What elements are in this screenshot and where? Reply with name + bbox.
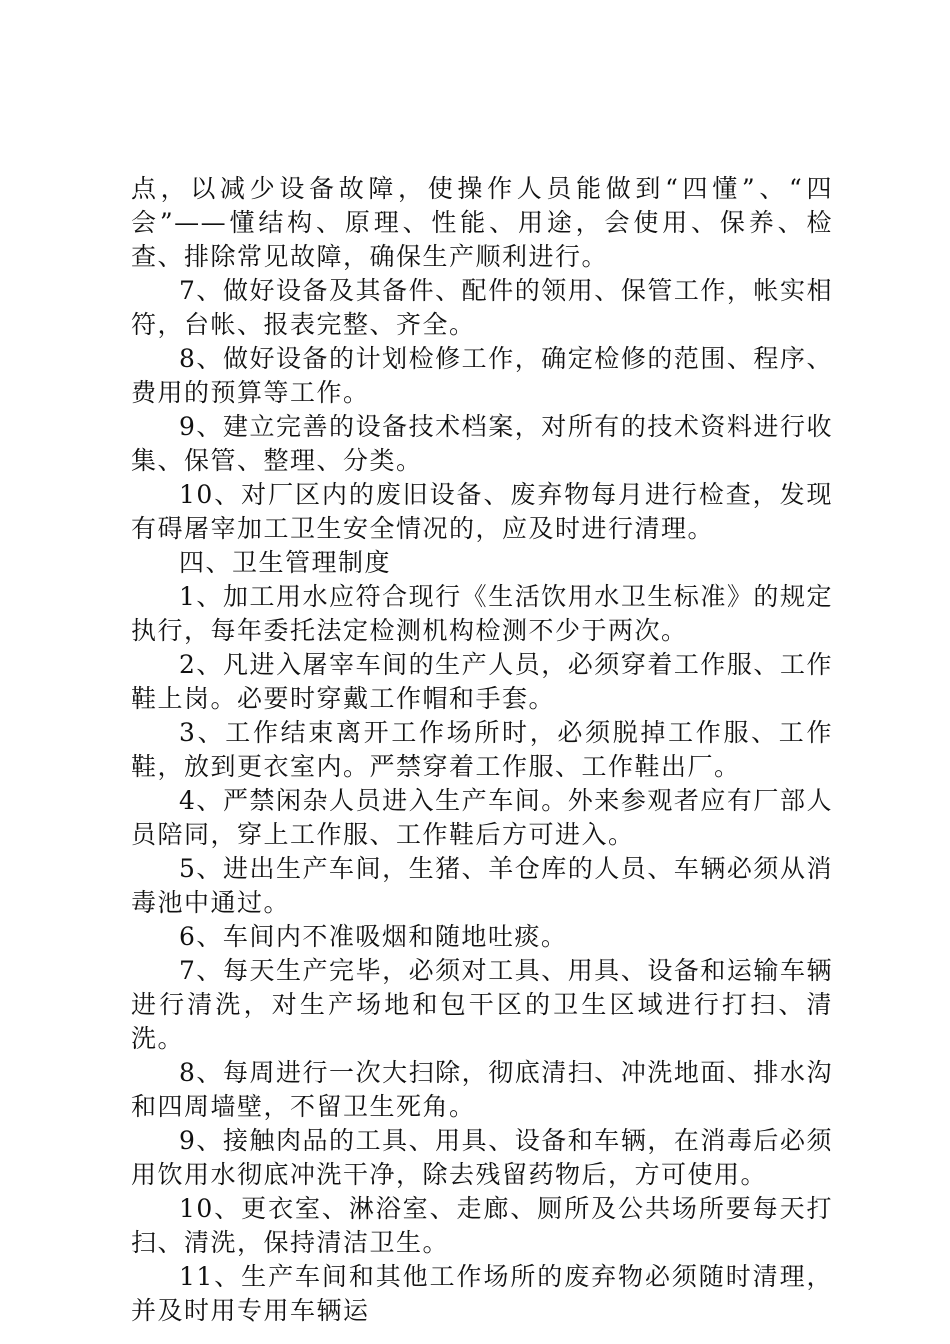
hygiene-item-6: 6、车间内不准吸烟和随地吐痰。 <box>179 922 568 951</box>
hygiene-item-9: 9、接触肉品的工具、用具、设备和车辆，在消毒后必须用饮用水彻底冲洗干净，除去残留药物后，方可使用。 <box>131 1126 833 1189</box>
paragraph-item-9: 9、建立完善的设备技术档案，对所有的技术资料进行收集、保管、整理、分类。 <box>131 412 833 475</box>
hygiene-item-8: 8、每周进行一次大扫除，彻底清扫、冲洗地面、排水沟和四周墙壁，不留卫生死角。 <box>131 1058 833 1121</box>
hygiene-item-11: 11、生产车间和其他工作场所的废弃物必须随时清理，并及时用专用车辆运 <box>131 1262 833 1325</box>
hygiene-item-7: 7、每天生产完毕，必须对工具、用具、设备和运输车辆进行清洗，对生产场地和包干区的卫生区域进行打扫、清洗。 <box>131 956 833 1053</box>
paragraph-item-10: 10、对厂区内的废旧设备、废弃物每月进行检查，发现有碍屠宰加工卫生安全情况的，应及时进行清理。 <box>131 480 833 543</box>
hygiene-item-4: 4、严禁闲杂人员进入生产车间。外来参观者应有厂部人员陪同，穿上工作服、工作鞋后方可进入。 <box>131 786 833 849</box>
document-body <box>131 172 833 1328</box>
paragraph-continuation: 点，以减少设备故障，使操作人员能做到“四懂”、“四会”——懂结构、原理、性能、用途，会使用、保养、检查、排除常见故障，确保生产顺利进行。 <box>131 174 833 271</box>
hygiene-item-10: 10、更衣室、淋浴室、走廊、厕所及公共场所要每天打扫、清洗，保持清洁卫生。 <box>131 1194 833 1257</box>
hygiene-item-5: 5、进出生产车间，生猪、羊仓库的人员、车辆必须从消毒池中通过。 <box>131 854 833 917</box>
hygiene-item-2: 2、凡进入屠宰车间的生产人员，必须穿着工作服、工作鞋上岗。必要时穿戴工作帽和手套。 <box>131 650 833 713</box>
hygiene-item-1: 1、加工用水应符合现行《生活饮用水卫生标准》的规定执行，每年委托法定检测机构检测不少于两次。 <box>131 582 833 645</box>
hygiene-item-3: 3、工作结束离开工作场所时，必须脱掉工作服、工作鞋，放到更衣室内。严禁穿着工作服、工作鞋出厂。 <box>131 718 833 781</box>
paragraph-item-8: 8、做好设备的计划检修工作，确定检修的范围、程序、费用的预算等工作。 <box>131 344 833 407</box>
section-heading: 四、卫生管理制度 <box>179 548 392 577</box>
paragraph-item-7: 7、做好设备及其备件、配件的领用、保管工作，帐实相符，台帐、报表完整、齐全。 <box>131 276 833 339</box>
